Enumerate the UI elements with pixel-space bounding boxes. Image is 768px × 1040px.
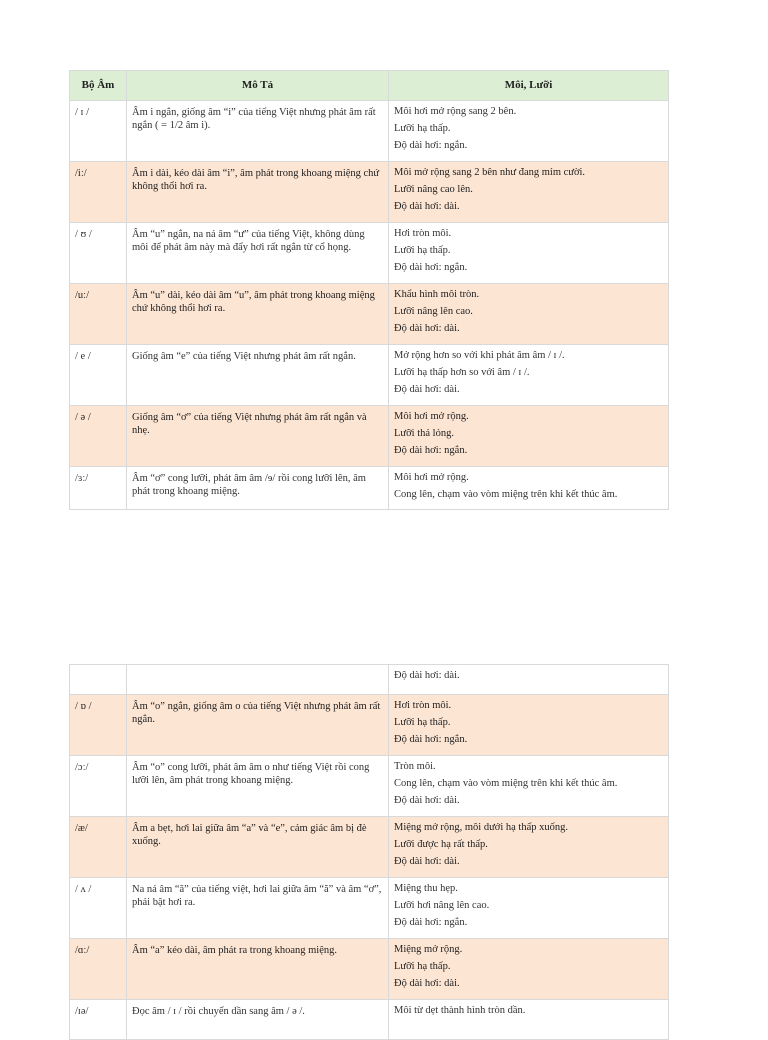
sound-symbol: / ɪ / [70,101,127,162]
table-row [70,939,669,1000]
table-row [70,467,669,510]
sound-symbol: / ʊ / [70,223,127,284]
lips-tongue-cell [389,1000,669,1040]
lips-tongue-line: Lưỡi nâng lên cao. [394,306,473,317]
sound-symbol: /ɜː/ [70,467,127,510]
sound-symbol: / e / [70,345,127,406]
vowel-table-2 [69,664,669,1040]
lips-tongue-cell [389,756,669,817]
lips-tongue-line: Độ dài hơi: dài. [394,201,460,212]
lips-tongue-line: Cong lên, chạm vào vòm miệng trên khi kết thúc âm. [394,778,618,789]
lips-tongue-line: Miệng thu hẹp. [394,883,458,894]
sound-symbol: / ʌ / [70,878,127,939]
sound-symbol: /iː/ [70,162,127,223]
sound-symbol: /æ/ [70,817,127,878]
lips-tongue-cell [389,665,669,695]
lips-tongue-line: Độ dài hơi: dài. [394,384,460,395]
sound-description: Na ná âm “ă” của tiếng việt, hơi lai giữa âm “ă” và âm “ơ”, phải bật hơi ra. [127,878,389,939]
sound-symbol: / ɒ / [70,695,127,756]
lips-tongue-line: Môi mở rộng sang 2 bên như đang mỉm cười. [394,167,586,178]
sound-description: Âm “u” dài, kéo dài âm “u”, âm phát trong khoang miệng chứ không thổi hơi ra. [127,284,389,345]
sound-description: Âm “o” ngắn, giống âm o của tiếng Việt nhưng phát âm rất ngắn. [127,695,389,756]
header-lips-tongue: Môi, Lưỡi [389,71,669,101]
sound-description: Âm “o” cong lưỡi, phát âm âm o như tiếng Việt rồi cong lưỡi lên, âm phát trong khoang miệng. [127,756,389,817]
sound-description: Âm “a” kéo dài, âm phát ra trong khoang miệng. [127,939,389,1000]
table-row [70,223,669,284]
lips-tongue-cell [389,878,669,939]
lips-tongue-line: Độ dài hơi: ngắn. [394,262,468,273]
sound-symbol: /ɪə/ [70,1000,127,1040]
lips-tongue-line: Môi từ dẹt thành hình tròn dần. [394,1005,526,1016]
lips-tongue-line: Độ dài hơi: dài. [394,323,460,334]
lips-tongue-line: Miệng mở rộng, môi dưới hạ thấp xuống. [394,822,568,833]
lips-tongue-line: Độ dài hơi: dài. [394,978,460,989]
lips-tongue-line: Lưỡi thả lỏng. [394,428,454,439]
sound-description [127,665,389,695]
sound-description: Âm a bẹt, hơi lai giữa âm “a” và “e”, cảm giác âm bị đè xuống. [127,817,389,878]
lips-tongue-cell [389,101,669,162]
lips-tongue-line: Độ dài hơi: ngắn. [394,734,468,745]
lips-tongue-line: Lưỡi hạ thấp. [394,717,451,728]
table-row [70,101,669,162]
header-sound: Bộ Âm [70,71,127,101]
lips-tongue-line: Miệng mở rộng. [394,944,463,955]
table-header-row [70,71,669,101]
sound-description: Giống âm “e” của tiếng Việt nhưng phát âm rất ngắn. [127,345,389,406]
table-row [70,1000,669,1040]
lips-tongue-cell [389,345,669,406]
lips-tongue-line: Độ dài hơi: dài. [394,856,460,867]
table-row [70,695,669,756]
sound-symbol: /ɔː/ [70,756,127,817]
sound-symbol: /ɑː/ [70,939,127,1000]
lips-tongue-cell [389,406,669,467]
sound-symbol: /uː/ [70,284,127,345]
vowel-table-1 [69,70,669,510]
lips-tongue-cell [389,695,669,756]
lips-tongue-line: Độ dài hơi: dài. [394,670,460,681]
sound-description: Âm “u” ngắn, na ná âm “ư” của tiếng Việt, không dùng môi để phát âm này mà đẩy hơi rất ngắn từ cổ họng. [127,223,389,284]
lips-tongue-cell [389,939,669,1000]
lips-tongue-line: Lưỡi hạ thấp. [394,123,451,134]
lips-tongue-line: Lưỡi hạ thấp hơn so với âm / ɪ /. [394,367,530,378]
lips-tongue-cell [389,162,669,223]
lips-tongue-line: Lưỡi được hạ rất thấp. [394,839,488,850]
table-row [70,345,669,406]
table-row [70,756,669,817]
lips-tongue-line: Lưỡi hạ thấp. [394,245,451,256]
lips-tongue-cell [389,467,669,510]
lips-tongue-cell [389,223,669,284]
table-row [70,878,669,939]
lips-tongue-line: Tròn môi. [394,761,436,772]
table-row [70,817,669,878]
lips-tongue-cell [389,284,669,345]
lips-tongue-line: Hơi tròn môi. [394,228,452,239]
header-description: Mô Tả [127,71,389,101]
sound-description: Âm i dài, kéo dài âm “i”, âm phát trong khoang miệng chứ không thổi hơi ra. [127,162,389,223]
sound-symbol: / ə / [70,406,127,467]
sound-description: Âm i ngắn, giống âm “i” của tiếng Việt nhưng phát âm rất ngắn ( = 1/2 âm i). [127,101,389,162]
lips-tongue-line: Độ dài hơi: dài. [394,795,460,806]
lips-tongue-line: Môi hơi mở rộng sang 2 bên. [394,106,517,117]
lips-tongue-line: Lưỡi hơi nâng lên cao. [394,900,490,911]
lips-tongue-line: Lưỡi nâng cao lên. [394,184,473,195]
lips-tongue-cell [389,817,669,878]
lips-tongue-line: Mở rộng hơn so với khi phát âm âm / ɪ /. [394,350,565,361]
table-row [70,162,669,223]
lips-tongue-line: Cong lên, chạm vào vòm miệng trên khi kết thúc âm. [394,489,618,500]
lips-tongue-line: Môi hơi mở rộng. [394,411,469,422]
table-row [70,406,669,467]
lips-tongue-line: Lưỡi hạ thấp. [394,961,451,972]
lips-tongue-line: Môi hơi mở rộng. [394,472,469,483]
sound-description: Giống âm “ơ” của tiếng Việt nhưng phát âm rất ngắn và nhẹ. [127,406,389,467]
sound-description: Âm “ơ” cong lưỡi, phát âm âm /ɘ/ rồi cong lưỡi lên, âm phát trong khoang miệng. [127,467,389,510]
lips-tongue-line: Độ dài hơi: ngắn. [394,445,468,456]
sound-description: Đọc âm / ɪ / rồi chuyển dần sang âm / ə /. [127,1000,389,1040]
table-row [70,665,669,695]
table-row [70,284,669,345]
sound-symbol [70,665,127,695]
lips-tongue-line: Khẩu hình môi tròn. [394,289,480,300]
lips-tongue-line: Độ dài hơi: ngắn. [394,917,468,928]
lips-tongue-line: Độ dài hơi: ngắn. [394,140,468,151]
lips-tongue-line: Hơi tròn môi. [394,700,452,711]
